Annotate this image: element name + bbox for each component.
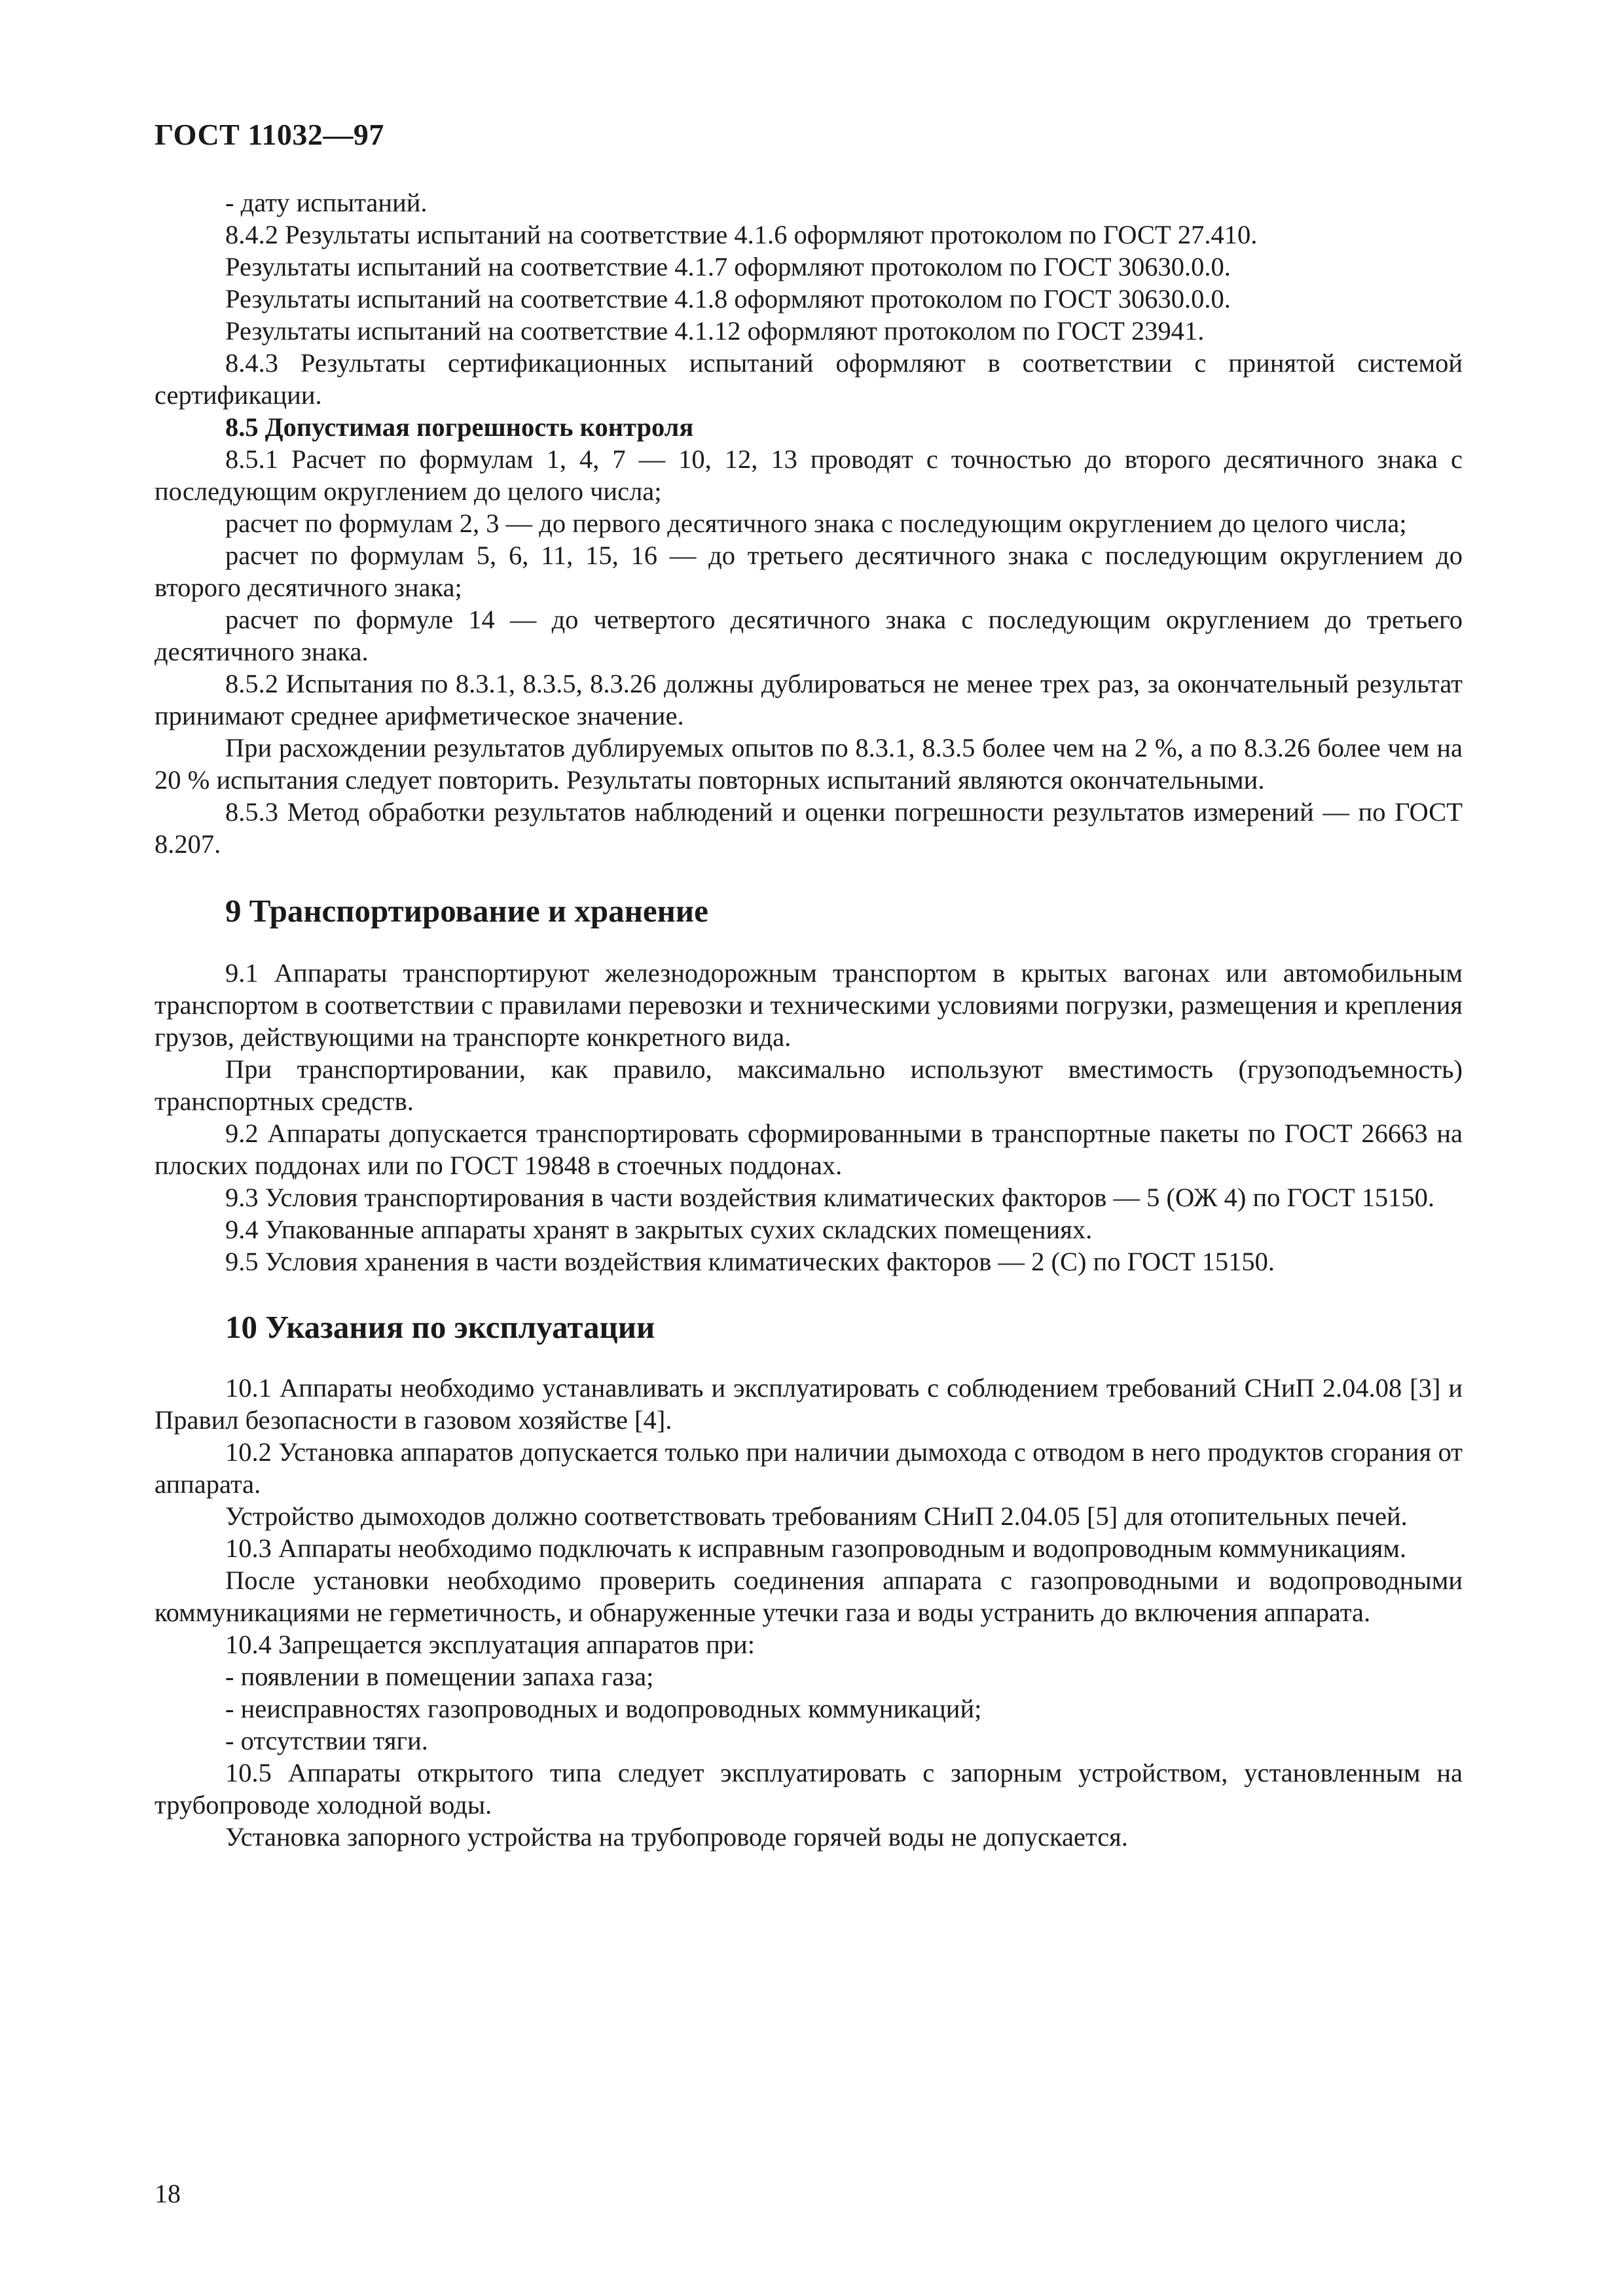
paragraph: - дату испытаний. [225,188,428,217]
paragraph: 10.5 Аппараты открытого типа следует эксплуатировать с запорным устройством, установленным на трубопроводе холодной воды. [155,1758,1463,1820]
paragraph: 8.5.3 Метод обработки результатов наблюдений и оценки погрешности результатов измерений — по ГОСТ 8.207. [155,797,1463,859]
page-number: 18 [155,2179,181,2208]
paragraph: 9.5 Условия хранения в части воздействия климатических факторов — 2 (С) по ГОСТ 15150. [225,1247,1275,1276]
paragraph: 8.4.2 Результаты испытаний на соответствие 4.1.6 оформляют протоколом по ГОСТ 27.410. [225,220,1258,249]
document-header: ГОСТ 11032—97 [155,118,384,151]
paragraph: 9.2 Аппараты допускается транспортировать сформированными в транспортные пакеты по ГОСТ 26663 на плоских поддонах или по ГОСТ 19848 в стоечных поддонах. [155,1119,1463,1180]
list-item: - неисправностях газопроводных и водопроводных коммуникаций; [225,1694,982,1723]
paragraph: 8.5.1 Расчет по формулам 1, 4, 7 — 10, 12, 13 проводят с точностью до второго десятичного знака с последующим округлением до целого числа; [155,444,1463,506]
paragraph: расчет по формулам 2, 3 — до первого десятичного знака с последующим округлением до целого числа; [225,509,1407,538]
section-heading: 10 Указания по эксплуатации [225,1309,655,1345]
paragraph: 10.4 Запрещается эксплуатация аппаратов при: [225,1630,755,1659]
paragraph: После установки необходимо проверить соединения аппарата с газопроводными и водопроводными коммуникациями не герметичность, и обнаруженные утечки газа и воды устранить до включения аппарата. [155,1566,1463,1627]
paragraph: Результаты испытаний на соответствие 4.1.8 оформляют протоколом по ГОСТ 30630.0.0. [225,284,1231,314]
paragraph: Установка запорного устройства на трубопроводе горячей воды не допускается. [225,1822,1128,1852]
subsection-heading: 8.5 Допустимая погрешность контроля [225,412,694,442]
paragraph: 10.3 Аппараты необходимо подключать к исправным газопроводным и водопроводным коммуникациям. [225,1534,1407,1563]
paragraph: Результаты испытаний на соответствие 4.1.12 оформляют протоколом по ГОСТ 23941. [225,316,1205,346]
list-item: - появлении в помещении запаха газа; [225,1662,654,1691]
paragraph: Устройство дымоходов должно соответствовать требованиям СНиП 2.04.05 [5] для отопительных печей. [225,1501,1408,1531]
document-body [155,187,1463,1853]
paragraph: При транспортировании, как правило, максимально используют вместимость (грузоподъемность) транспортных средств. [155,1054,1463,1116]
paragraph: расчет по формулам 5, 6, 11, 15, 16 — до третьего десятичного знака с последующим округлением до второго десятичного знака; [155,541,1463,602]
paragraph: 9.3 Условия транспортирования в части воздействия климатических факторов — 5 (ОЖ 4) по ГОСТ 15150. [225,1183,1434,1212]
section-heading: 9 Транспортирование и хранение [225,893,708,929]
paragraph: расчет по формуле 14 — до четвертого десятичного знака с последующим округлением до третьего десятичного знака. [155,605,1463,666]
list-item: - отсутствии тяги. [225,1726,428,1755]
paragraph: 8.5.2 Испытания по 8.3.1, 8.3.5, 8.3.26 должны дублироваться не менее трех раз, за окончательный результат принимают среднее арифметическое значение. [155,669,1463,730]
paragraph: При расхождении результатов дублируемых опытов по 8.3.1, 8.3.5 более чем на 2 %, а по 8.3.26 более чем на 20 % испытания следует повторить. Результаты повторных испытаний являются окончательными. [155,733,1463,795]
paragraph: 9.4 Упакованные аппараты хранят в закрытых сухих складских помещениях. [225,1215,1093,1244]
paragraph: 10.1 Аппараты необходимо устанавливать и эксплуатировать с соблюдением требований СНиП 2.04.08 [3] и Правил безопасности в газовом хозяйстве [4]. [155,1373,1463,1435]
paragraph: 8.4.3 Результаты сертификационных испытаний оформляют в соответствии с принятой системой сертификации. [155,348,1463,410]
paragraph: 9.1 Аппараты транспортируют железнодорожным транспортом в крытых вагонах или автомобильным транспортом в соответствии с правилами перевозки и техническими условиями погрузки, размещения и крепления грузов, действующими на транспорте конкретного вида. [155,958,1463,1052]
paragraph: 10.2 Установка аппаратов допускается только при наличии дымохода с отводом в него продуктов сгорания от аппарата. [155,1437,1463,1499]
paragraph: Результаты испытаний на соответствие 4.1.7 оформляют протоколом по ГОСТ 30630.0.0. [225,252,1231,281]
